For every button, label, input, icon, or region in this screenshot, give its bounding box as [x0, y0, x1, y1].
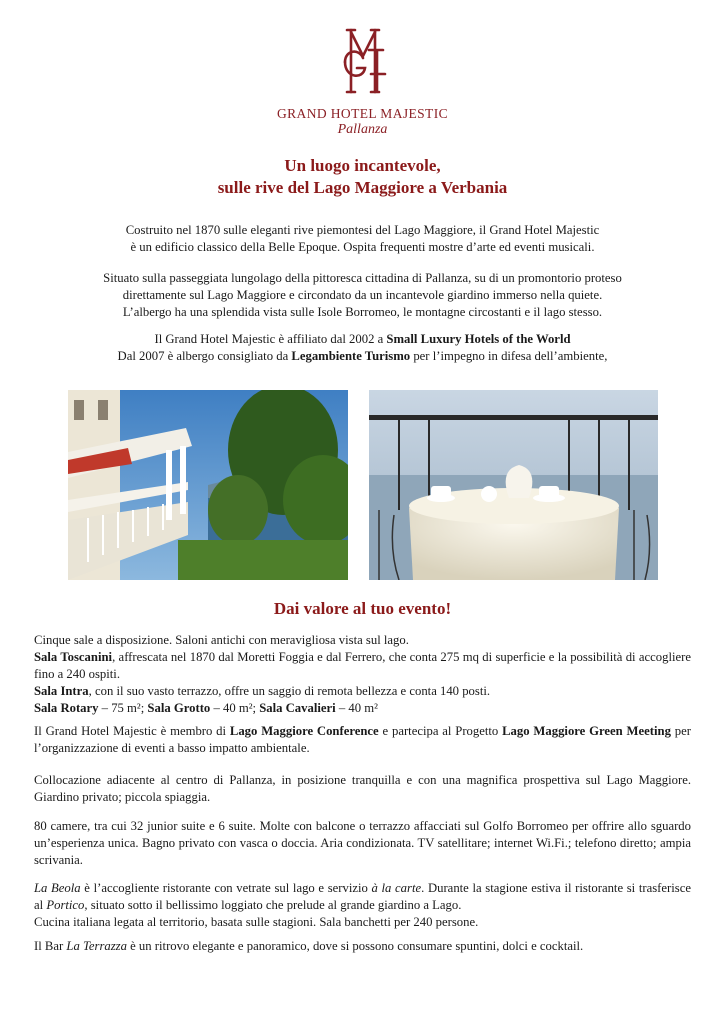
rooms-paragraph: 80 camere, tra cui 32 junior suite e 6 suite. Molte con balcone o terrazzo affacciati sul Golfo Borromeo per offrire allo sguardo un’esperienza unica. Bagno privato con vasca o doccia. Aria condizionata. TV satellitare; internet Wi.Fi.; telefono diretto; ampia scrivania. — [34, 819, 691, 867]
sala-grotto-name: Sala Grotto — [147, 701, 211, 715]
text-run: per l’impegno in difesa dell’ambiente, — [410, 349, 608, 363]
text-run: Dal 2007 è albergo consigliato da — [117, 349, 292, 363]
green-meeting-project: Lago Maggiore Green Meeting — [502, 724, 671, 738]
text-run: Il Grand Hotel Majestic è membro di — [34, 724, 230, 738]
portico-label: Portico — [46, 898, 85, 912]
slh-affiliation: Small Luxury Hotels of the World — [386, 332, 571, 346]
a-la-carte-label: à la carte — [371, 881, 422, 895]
bar-paragraph — [34, 938, 691, 955]
sala-cavalieri-name: Sala Cavalieri — [259, 701, 336, 715]
headline-line-1: Un luogo incantevole, — [284, 156, 441, 175]
location-paragraph: Collocazione adiacente al centro di Pallanza, in posizione tranquilla e con una magnifica prospettiva sul Lago Maggiore. Giardino privato; piccola spiaggia. — [34, 773, 691, 804]
text-run: per l’organizzazione di eventi a basso impatto ambientale. — [34, 724, 691, 755]
text-run: – 75 m²; — [98, 701, 148, 715]
intro-paragraph-2 — [60, 270, 665, 321]
small-rooms-line — [34, 700, 691, 717]
brand-name: GRAND HOTEL MAJESTIC — [277, 106, 448, 121]
brand-location: Pallanza — [337, 122, 388, 137]
text-run: è un ritrovo elegante e panoramico, dove si possono consumare spuntini, dolci e cocktail. — [126, 939, 584, 953]
intro-line: Situato sulla passeggiata lungolago della pittoresca cittadina di Pallanza, su di un promontorio proteso — [103, 271, 622, 285]
text-run: . Durante la stagione estiva il ristorante si trasferisce al — [34, 881, 691, 912]
sala-intra-name: Sala Intra — [34, 684, 89, 698]
conference-paragraph — [34, 723, 691, 757]
intro-paragraph-1 — [60, 222, 665, 256]
monogram-logo-icon — [333, 20, 393, 100]
events-intro-line: Cinque sale a disposizione. Saloni antichi con meravigliosa vista sul lago. — [34, 633, 409, 647]
sala-intra-line — [34, 683, 691, 700]
intro-line: direttamente sul Lago Maggiore e circondato da un incantevole giardino immerso nella quiete. — [122, 288, 603, 302]
lago-maggiore-conference: Lago Maggiore Conference — [229, 724, 379, 738]
hotel-logo — [0, 20, 725, 138]
text-run: , situato sotto il bellissimo loggiato che prelude al grande giardino a Lago. — [84, 898, 462, 912]
cuisine-line: Cucina italiana legata al territorio, basata sulle stagioni. Sala banchetti per 240 persone. — [34, 915, 479, 929]
legambiente-label: Legambiente Turismo — [291, 349, 411, 363]
text-run: – 40 m²; — [210, 701, 260, 715]
text-run: e partecipa al Progetto — [378, 724, 503, 738]
intro-line: Costruito nel 1870 sulle eleganti rive piemontesi del Lago Maggiore, il Grand Hotel Majestic — [125, 223, 600, 237]
intro-line: è un edificio classico della Belle Epoque. Ospita frequenti mostre d’arte ed eventi musicali. — [130, 240, 595, 254]
hotel-terrace-lake-photo — [68, 390, 348, 580]
photo-row — [68, 390, 658, 580]
intro-line — [60, 348, 665, 365]
text-run: è l’accogliente ristorante con vetrate sul lago e servizio — [80, 881, 372, 895]
text-run: , con il suo vasto terrazzo, offre un saggio di remota bellezza e conta 140 posti. — [88, 684, 491, 698]
intro-paragraph-3 — [60, 331, 665, 365]
sala-toscanini-paragraph — [34, 649, 691, 683]
intro-line: L’albergo ha una splendida vista sulle Isole Borromeo, le montagne circostanti e il lago stesso. — [122, 305, 603, 319]
text-run: , affrescata nel 1870 dal Moretti Foggia e dal Ferrero, che conta 275 mq di superficie e la possibilità di accogliere fino a 240 ospiti. — [34, 650, 691, 681]
restaurant-name: La Beola — [34, 881, 81, 895]
breakfast-table-balcony-photo — [369, 390, 658, 580]
sala-rotary-name: Sala Rotary — [34, 701, 99, 715]
events-block — [34, 632, 691, 717]
intro-line — [60, 331, 665, 348]
text-run: Il Bar — [34, 939, 67, 953]
headline — [0, 155, 725, 199]
sala-toscanini-name: Sala Toscanini — [34, 650, 113, 664]
restaurant-description — [34, 880, 691, 914]
events-title: Dai valore al tuo evento! — [273, 599, 452, 618]
headline-line-2: sulle rive del Lago Maggiore a Verbania — [217, 178, 508, 197]
text-run: Il Grand Hotel Majestic è affiliato dal 2002 a — [154, 332, 387, 346]
restaurant-paragraph — [34, 880, 691, 931]
bar-name: La Terrazza — [66, 939, 127, 953]
text-run: – 40 m² — [335, 701, 378, 715]
